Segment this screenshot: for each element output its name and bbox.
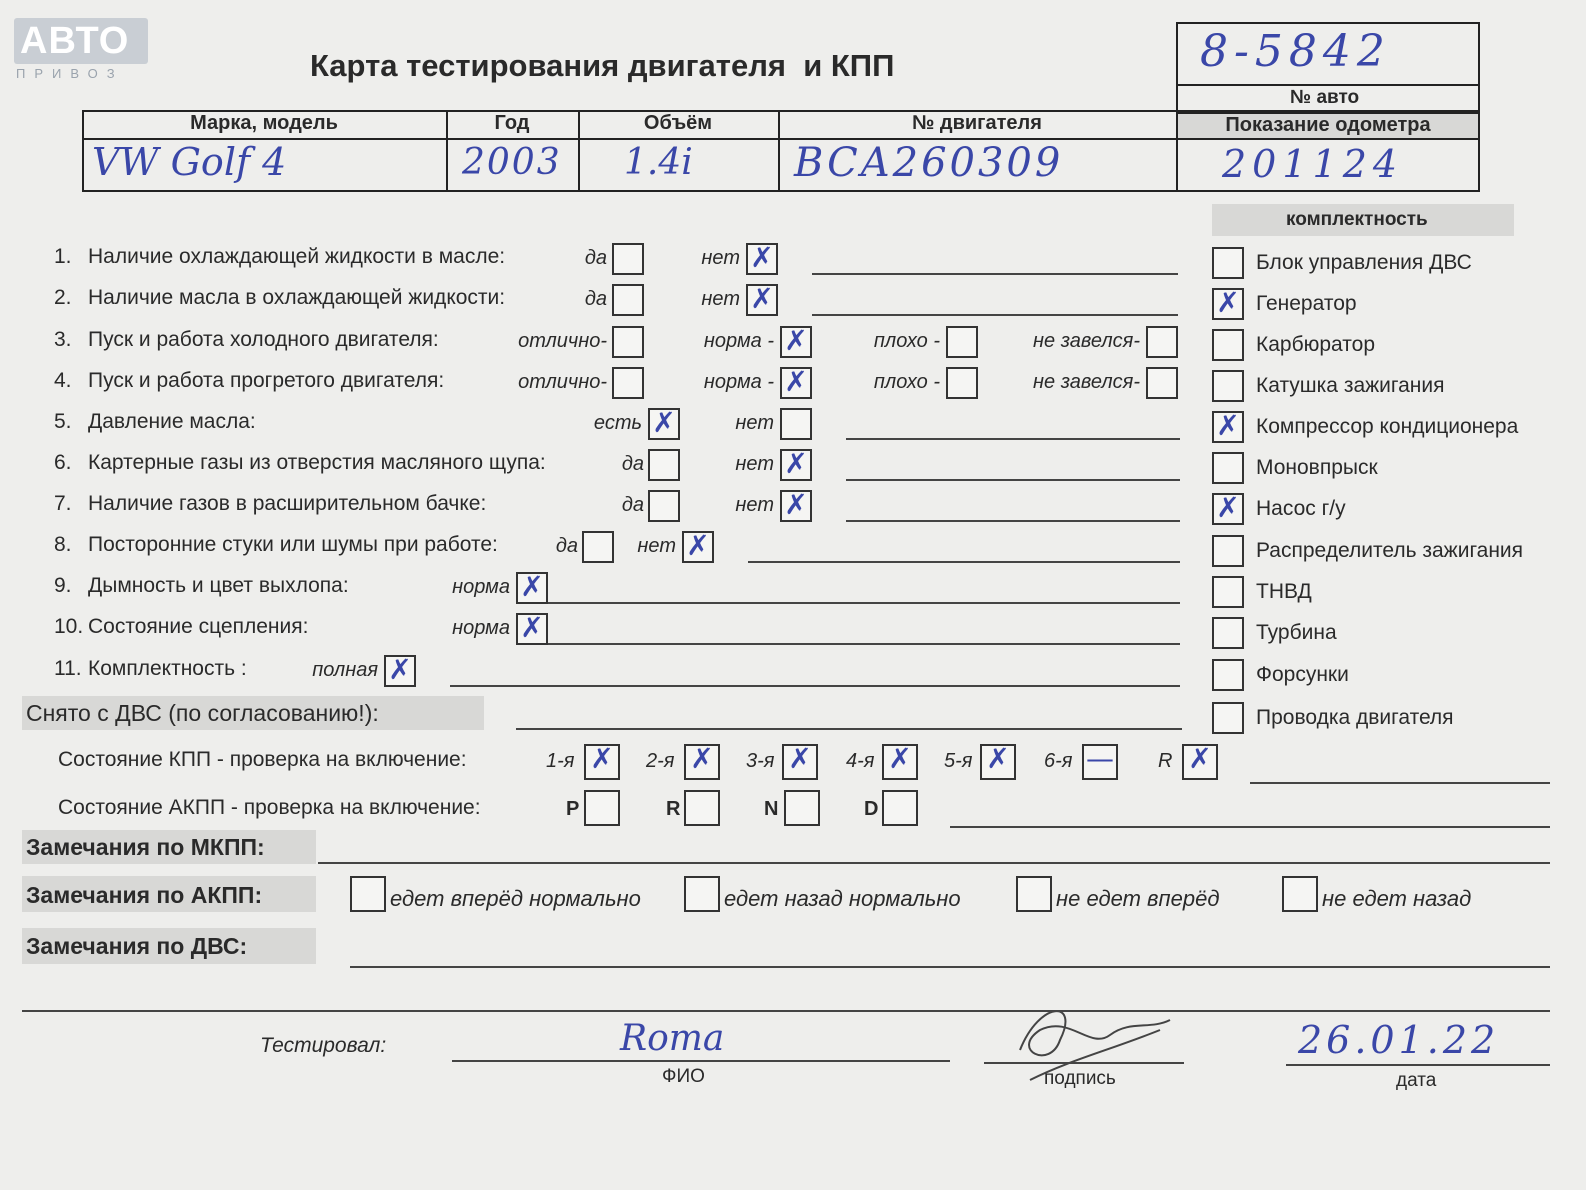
option-label: да <box>621 494 644 516</box>
completeness-checkbox[interactable] <box>1212 659 1244 691</box>
option-label: нет <box>735 453 774 475</box>
check-mark: ✗ <box>784 365 808 398</box>
completeness-checkbox[interactable] <box>1212 702 1244 734</box>
akpp-remark-checkbox[interactable] <box>350 876 386 912</box>
option-checkbox[interactable] <box>648 490 680 522</box>
completeness-checkbox[interactable] <box>1212 370 1244 402</box>
kpp-gear-checkbox[interactable] <box>584 744 620 780</box>
item-number: 2. <box>54 286 72 309</box>
option-label: норма <box>452 576 510 598</box>
test-date: 26.01.22 <box>1298 1018 1500 1062</box>
option-label: норма - <box>703 330 774 352</box>
akpp-gear-checkbox[interactable] <box>784 790 820 826</box>
option-checkbox[interactable] <box>612 326 644 358</box>
akpp-gear-checkbox[interactable] <box>584 790 620 826</box>
akpp-remark-label: едет вперёд нормально <box>390 886 641 911</box>
akpp-gear-label: N <box>764 798 779 820</box>
option-label: да <box>584 247 607 269</box>
item-text: Давление масла: <box>88 410 256 433</box>
option-label: полная <box>312 659 378 681</box>
check-mark: ✗ <box>1216 491 1240 524</box>
option-label: отлично- <box>518 330 607 352</box>
completeness-checkbox[interactable] <box>1212 247 1244 279</box>
kpp-gear-checkbox[interactable] <box>1082 744 1118 780</box>
option-checkbox[interactable] <box>746 243 778 275</box>
header-engine-number: № двигателя <box>912 112 1042 134</box>
option-label: да <box>555 535 578 557</box>
item-text: Наличие газов в расширительном бачке: <box>88 492 487 515</box>
item-number: 3. <box>54 328 72 351</box>
option-label: нет <box>735 412 774 434</box>
kpp-gear-checkbox[interactable] <box>782 744 818 780</box>
option-checkbox[interactable] <box>746 284 778 316</box>
check-mark: ✗ <box>652 406 676 439</box>
item-number: 11. <box>54 657 82 680</box>
option-checkbox[interactable] <box>582 531 614 563</box>
completeness-item-label: Компрессор кондиционера <box>1256 415 1519 438</box>
completeness-item-label: Генератор <box>1256 292 1357 315</box>
option-label: есть <box>593 412 642 434</box>
option-label: нет <box>735 494 774 516</box>
value-year: 2003 <box>462 142 562 183</box>
check-mark: ✗ <box>520 611 544 644</box>
date-caption: дата <box>1396 1070 1437 1091</box>
option-checkbox[interactable] <box>780 490 812 522</box>
check-mark: ✗ <box>750 282 774 315</box>
item-number: 5. <box>54 410 72 433</box>
check-mark: ✗ <box>520 570 544 603</box>
check-mark: ✗ <box>788 742 812 775</box>
header-odometer: Показание одометра <box>1225 114 1431 136</box>
option-label: отлично- <box>518 371 607 393</box>
completeness-checkbox[interactable] <box>1212 452 1244 484</box>
kpp-gear-label: R <box>1158 750 1173 772</box>
item-number: 7. <box>54 492 72 515</box>
check-mark: ✗ <box>784 488 808 521</box>
tested-by-label: Тестировал: <box>260 1034 387 1057</box>
option-label: нет <box>637 535 676 557</box>
kpp-gear-label: 4-я <box>846 750 875 772</box>
check-mark: ✗ <box>1216 286 1240 319</box>
item-number: 4. <box>54 369 72 392</box>
check-mark: ✗ <box>888 742 912 775</box>
remarks-dvs-label: Замечания по ДВС: <box>26 933 248 959</box>
completeness-title: комплектность <box>1286 209 1428 230</box>
option-checkbox[interactable] <box>516 572 548 604</box>
check-mark: ✗ <box>784 324 808 357</box>
completeness-checkbox[interactable] <box>1212 617 1244 649</box>
header-year: Год <box>494 112 530 134</box>
option-label: плохо - <box>873 330 940 352</box>
item-text: Состояние сцепления: <box>88 615 309 638</box>
completeness-item-label: Проводка двигателя <box>1256 706 1454 729</box>
akpp-remark-label: едет назад нормально <box>724 886 961 911</box>
completeness-item-label: Форсунки <box>1256 663 1349 686</box>
item-text: Картерные газы из отверстия масляного щупа: <box>88 451 546 474</box>
option-checkbox[interactable] <box>612 243 644 275</box>
check-mark: ✗ <box>986 742 1010 775</box>
option-label: да <box>584 288 607 310</box>
completeness-item-label: Насос г/у <box>1256 497 1346 520</box>
item-text: Наличие масла в охлаждающей жидкости: <box>88 286 506 309</box>
item-text: Комплектность : <box>88 657 247 680</box>
tested-by-name: Roma <box>620 1018 725 1059</box>
option-checkbox[interactable] <box>780 408 812 440</box>
kpp-gear-checkbox[interactable] <box>882 744 918 780</box>
kpp-label: Состояние КПП - проверка на включение: <box>58 748 467 771</box>
item-text: Пуск и работа холодного двигателя: <box>88 328 439 351</box>
value-make-model: VW Golf 4 <box>92 140 287 184</box>
completeness-checkbox[interactable] <box>1212 411 1244 443</box>
option-checkbox[interactable] <box>1146 326 1178 358</box>
option-checkbox[interactable] <box>1146 367 1178 399</box>
option-checkbox[interactable] <box>612 367 644 399</box>
item-number: 9. <box>54 574 72 597</box>
completeness-checkbox[interactable] <box>1212 576 1244 608</box>
option-label: норма <box>452 617 510 639</box>
kpp-gear-label: 1-я <box>546 750 575 772</box>
item-number: 6. <box>54 451 72 474</box>
item-text: Наличие охлаждающей жидкости в масле: <box>88 245 506 268</box>
option-checkbox[interactable] <box>780 326 812 358</box>
akpp-remark-label: не едет назад <box>1322 886 1472 911</box>
akpp-remark-checkbox[interactable] <box>684 876 720 912</box>
akpp-remark-label: не едет вперёд <box>1056 886 1220 911</box>
option-checkbox[interactable] <box>648 449 680 481</box>
completeness-item-label: Блок управления ДВС <box>1256 251 1472 274</box>
signature-caption: подпись <box>1044 1068 1116 1089</box>
akpp-gear-label: D <box>864 798 879 820</box>
option-checkbox[interactable] <box>648 408 680 440</box>
option-label: нет <box>701 247 740 269</box>
option-checkbox[interactable] <box>946 326 978 358</box>
logo <box>14 18 148 64</box>
akpp-gear-label: R <box>666 798 681 820</box>
check-mark: ✗ <box>784 447 808 480</box>
akpp-label: Состояние АКПП - проверка на включение: <box>58 796 481 819</box>
item-text: Пуск и работа прогретого двигателя: <box>88 369 445 392</box>
completeness-checkbox[interactable] <box>1212 535 1244 567</box>
kpp-gear-checkbox[interactable] <box>1182 744 1218 780</box>
option-checkbox[interactable] <box>780 449 812 481</box>
check-mark: ✗ <box>686 529 710 562</box>
check-mark: ✗ <box>388 653 412 686</box>
item-text: Дымность и цвет выхлопа: <box>88 574 349 597</box>
akpp-remark-checkbox[interactable] <box>1282 876 1318 912</box>
option-checkbox[interactable] <box>384 655 416 687</box>
completeness-item-label: Турбина <box>1256 621 1337 644</box>
kpp-gear-label: 3-я <box>746 750 775 772</box>
completeness-checkbox[interactable] <box>1212 329 1244 361</box>
option-checkbox[interactable] <box>516 613 548 645</box>
akpp-gear-label: P <box>566 798 580 820</box>
logo-sub: ПРИВОЗ <box>16 66 124 81</box>
auto-number-label: № авто <box>1290 87 1360 108</box>
check-mark: — <box>1086 742 1114 775</box>
completeness-item-label: Карбюратор <box>1256 333 1376 356</box>
check-mark: ✗ <box>1188 742 1212 775</box>
removed-from-engine-label: Снято с ДВС (по согласованию!): <box>26 700 379 726</box>
item-number: 10. <box>54 615 84 638</box>
remarks-akpp-label: Замечания по АКПП: <box>26 882 263 908</box>
check-mark: ✗ <box>750 241 774 274</box>
logo-main: АВТО <box>20 20 130 62</box>
kpp-gear-checkbox[interactable] <box>980 744 1016 780</box>
auto-number-value: 8-5842 <box>1200 26 1391 77</box>
akpp-gear-checkbox[interactable] <box>684 790 720 826</box>
header-volume: Объём <box>643 112 713 134</box>
name-caption: ФИО <box>662 1066 705 1087</box>
kpp-gear-label: 5-я <box>944 750 973 772</box>
akpp-remark-checkbox[interactable] <box>1016 876 1052 912</box>
check-mark: ✗ <box>1216 409 1240 442</box>
option-label: не завелся- <box>1033 371 1140 393</box>
kpp-gear-label: 2-я <box>646 750 675 772</box>
item-text: Посторонние стуки или шумы при работе: <box>88 533 498 556</box>
completeness-checkbox[interactable] <box>1212 288 1244 320</box>
option-checkbox[interactable] <box>612 284 644 316</box>
option-label: плохо - <box>873 371 940 393</box>
page-title: Карта тестирования двигателя и КПП <box>310 48 895 83</box>
kpp-gear-checkbox[interactable] <box>684 744 720 780</box>
header-make-model: Марка, модель <box>190 112 338 134</box>
akpp-gear-checkbox[interactable] <box>882 790 918 826</box>
option-checkbox[interactable] <box>780 367 812 399</box>
check-mark: ✗ <box>590 742 614 775</box>
item-number: 8. <box>54 533 72 556</box>
value-odometer: 201124 <box>1222 142 1404 186</box>
option-checkbox[interactable] <box>682 531 714 563</box>
completeness-item-label: ТНВД <box>1256 580 1312 603</box>
item-number: 1. <box>54 245 72 268</box>
remarks-mkpp-label: Замечания по МКПП: <box>26 834 265 860</box>
completeness-checkbox[interactable] <box>1212 493 1244 525</box>
value-engine-number: BCA260309 <box>794 140 1064 186</box>
completeness-item-label: Катушка зажигания <box>1256 374 1445 397</box>
option-label: да <box>621 453 644 475</box>
completeness-item-label: Моновпрыск <box>1256 456 1378 479</box>
kpp-gear-label: 6-я <box>1044 750 1073 772</box>
value-volume: 1.4i <box>624 142 693 183</box>
option-label: нет <box>701 288 740 310</box>
completeness-item-label: Распределитель зажигания <box>1256 539 1524 562</box>
check-mark: ✗ <box>690 742 714 775</box>
option-label: норма - <box>703 371 774 393</box>
option-label: не завелся- <box>1033 330 1140 352</box>
option-checkbox[interactable] <box>946 367 978 399</box>
